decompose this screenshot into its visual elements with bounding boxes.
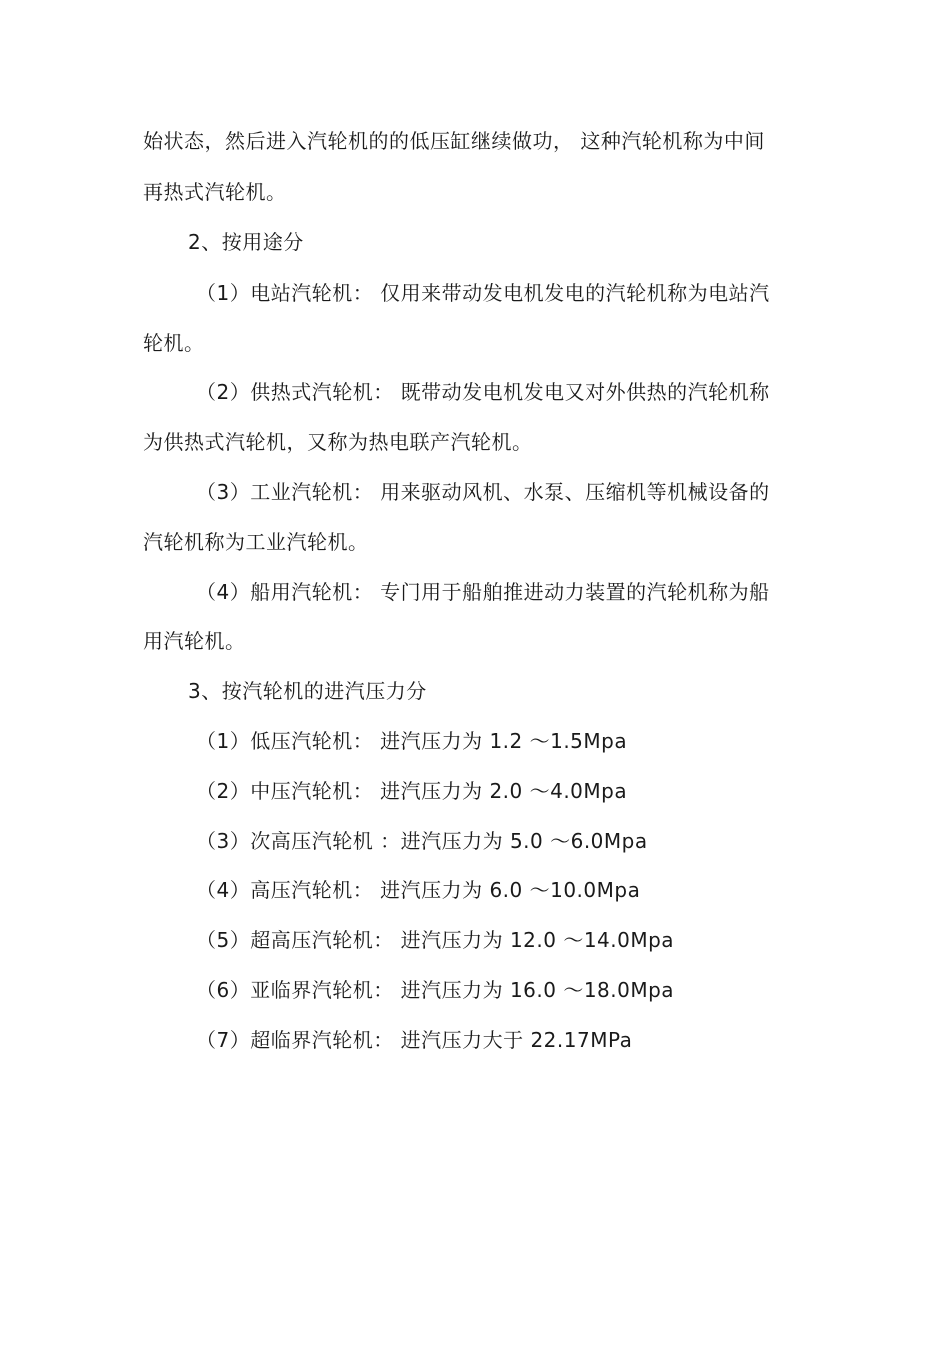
paragraph-line: 为供热式汽轮机，又称为热电联产汽轮机。 xyxy=(143,430,533,454)
list-item: （6）亚临界汽轮机： 进汽压力为 16.0 ～18.0Mpa xyxy=(196,978,675,1002)
list-item: （2）中压汽轮机： 进汽压力为 2.0 ～4.0Mpa xyxy=(196,779,628,803)
paragraph-line: 汽轮机称为工业汽轮机。 xyxy=(143,530,369,554)
section-heading: 3、按汽轮机的进汽压力分 xyxy=(188,679,427,703)
list-item: （2）供热式汽轮机： 既带动发电机发电又对外供热的汽轮机称 xyxy=(196,380,770,404)
paragraph-line: 始状态，然后进入汽轮机的的低压缸继续做功， 这种汽轮机称为中间 xyxy=(143,129,765,153)
paragraph-line: 用汽轮机。 xyxy=(143,629,246,653)
section-heading: 2、按用途分 xyxy=(188,230,304,254)
paragraph-line: 再热式汽轮机。 xyxy=(143,180,287,204)
list-item: （3）工业汽轮机： 用来驱动风机、水泵、压缩机等机械设备的 xyxy=(196,480,770,504)
paragraph-line: 轮机。 xyxy=(143,331,205,355)
list-item: （1）电站汽轮机： 仅用来带动发电机发电的汽轮机称为电站汽 xyxy=(196,281,770,305)
list-item: （1）低压汽轮机： 进汽压力为 1.2 ～1.5Mpa xyxy=(196,729,628,753)
list-item: （7）超临界汽轮机： 进汽压力大于 22.17MPa xyxy=(196,1028,633,1052)
list-item: （5）超高压汽轮机： 进汽压力为 12.0 ～14.0Mpa xyxy=(196,928,675,952)
list-item: （4）高压汽轮机： 进汽压力为 6.0 ～10.0Mpa xyxy=(196,878,641,902)
list-item: （3）次高压汽轮机 ：进汽压力为 5.0 ～6.0Mpa xyxy=(196,829,648,853)
list-item: （4）船用汽轮机： 专门用于船舶推进动力装置的汽轮机称为船 xyxy=(196,580,770,604)
